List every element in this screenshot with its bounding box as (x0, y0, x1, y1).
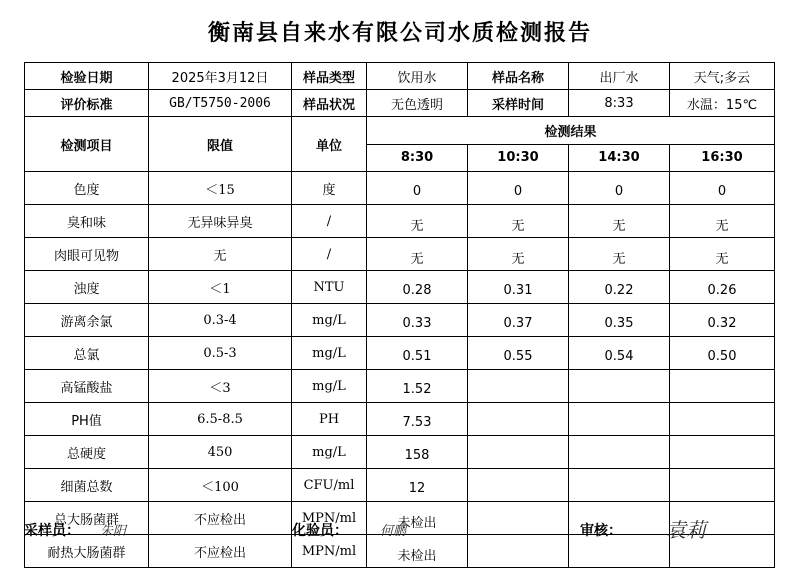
result-value: 0 (670, 172, 775, 205)
water-temp: 水温：15℃ (670, 90, 775, 117)
item-limit: ＜3 (149, 370, 292, 403)
result-value: 未检出 (367, 535, 468, 568)
result-value: 无 (670, 238, 775, 271)
table-row (25, 271, 775, 304)
date-value: 2025年3月12日 (149, 63, 292, 90)
result-value: 0.26 (670, 271, 775, 304)
sample-type-label: 样品类型 (292, 63, 367, 90)
item-unit: mg/L (292, 370, 367, 403)
sampler-signature: 朱阳 (100, 524, 127, 539)
item-name: 总大肠菌群 (25, 502, 149, 535)
item-unit: MPN/ml (292, 502, 367, 535)
item-limit: 450 (149, 436, 292, 469)
table-row (25, 370, 775, 403)
item-name: 肉眼可见物 (25, 238, 149, 271)
result-value (468, 469, 569, 502)
result-value: 无 (468, 238, 569, 271)
item-unit: / (292, 238, 367, 271)
result-value: 无 (670, 205, 775, 238)
report-table (24, 62, 775, 568)
result-value: 无 (468, 205, 569, 238)
result-value (569, 370, 670, 403)
table-row (25, 205, 775, 238)
result-value: 1.52 (367, 370, 468, 403)
table-row (25, 535, 775, 568)
result-value: 0.28 (367, 271, 468, 304)
reviewer-signature: 袁莉 (666, 518, 706, 542)
item-limit: 无 (149, 238, 292, 271)
item-unit: PH (292, 403, 367, 436)
result-value: 0.37 (468, 304, 569, 337)
result-value: 无 (569, 238, 670, 271)
item-limit: ＜100 (149, 469, 292, 502)
date-label: 检验日期 (25, 63, 149, 90)
table-row (25, 403, 775, 436)
result-value (468, 535, 569, 568)
item-limit: 不应检出 (149, 535, 292, 568)
item-unit: MPN/ml (292, 535, 367, 568)
item-limit: 无异味异臭 (149, 205, 292, 238)
result-value (670, 370, 775, 403)
result-value: 未检出 (367, 502, 468, 535)
result-value (468, 370, 569, 403)
item-name: 浊度 (25, 271, 149, 304)
table-row (25, 436, 775, 469)
result-value (468, 502, 569, 535)
table-row (25, 172, 775, 205)
standard-value: GB/T5750-2006 (149, 90, 292, 117)
result-value: 无 (367, 238, 468, 271)
result-value: 158 (367, 436, 468, 469)
result-value: 0.33 (367, 304, 468, 337)
result-value: 0.51 (367, 337, 468, 370)
table-row (25, 304, 775, 337)
tester-signature: 何鹏 (380, 524, 407, 539)
result-value (569, 436, 670, 469)
result-value: 7.53 (367, 403, 468, 436)
header-results: 检测结果 (367, 117, 775, 145)
item-name: 细菌总数 (25, 469, 149, 502)
header-unit: 单位 (292, 117, 367, 172)
result-value: 0.32 (670, 304, 775, 337)
item-unit: / (292, 205, 367, 238)
item-name: 高锰酸盐 (25, 370, 149, 403)
item-limit: ＜1 (149, 271, 292, 304)
result-value (468, 436, 569, 469)
result-value: 12 (367, 469, 468, 502)
item-name: 臭和味 (25, 205, 149, 238)
result-value: 0.31 (468, 271, 569, 304)
result-value (670, 436, 775, 469)
header-time: 8:30 (367, 144, 468, 172)
standard-label: 评价标准 (25, 90, 149, 117)
header-row-1 (25, 117, 775, 145)
result-value: 0 (468, 172, 569, 205)
table-row (25, 238, 775, 271)
item-limit: 0.3-4 (149, 304, 292, 337)
item-unit: mg/L (292, 304, 367, 337)
item-name: 色度 (25, 172, 149, 205)
sampling-time-label: 采样时间 (468, 90, 569, 117)
sampler-label: 采样员： (24, 523, 80, 539)
sampling-time-value: 8:33 (569, 90, 670, 117)
result-value: 0.22 (569, 271, 670, 304)
result-value: 0.35 (569, 304, 670, 337)
weather: 天气;多云 (670, 63, 775, 90)
sample-state-value: 无色透明 (367, 90, 468, 117)
result-value (670, 469, 775, 502)
result-value (468, 403, 569, 436)
result-value: 无 (569, 205, 670, 238)
item-unit: mg/L (292, 337, 367, 370)
item-name: 耐热大肠菌群 (25, 535, 149, 568)
header-time: 10:30 (468, 144, 569, 172)
header-limit: 限值 (149, 117, 292, 172)
item-name: PH值 (25, 403, 149, 436)
sample-type-value: 饮用水 (367, 63, 468, 90)
item-unit: mg/L (292, 436, 367, 469)
result-value: 0 (367, 172, 468, 205)
item-name: 总氯 (25, 337, 149, 370)
sample-name-value: 出厂水 (569, 63, 670, 90)
sample-name-label: 样品名称 (468, 63, 569, 90)
result-value (670, 403, 775, 436)
result-value: 0 (569, 172, 670, 205)
result-value: 0.54 (569, 337, 670, 370)
item-limit: 6.5-8.5 (149, 403, 292, 436)
item-name: 总硬度 (25, 436, 149, 469)
result-value: 无 (367, 205, 468, 238)
table-row (25, 337, 775, 370)
table-row (25, 469, 775, 502)
item-unit: NTU (292, 271, 367, 304)
item-name: 游离余氯 (25, 304, 149, 337)
tester-label: 化验员： (292, 523, 348, 539)
result-value: 0.55 (468, 337, 569, 370)
sample-state-label: 样品状况 (292, 90, 367, 117)
result-value (569, 469, 670, 502)
header-item: 检测项目 (25, 117, 149, 172)
header-time: 16:30 (670, 144, 775, 172)
info-row-2 (25, 90, 775, 117)
result-value: 0.50 (670, 337, 775, 370)
item-limit: ＜15 (149, 172, 292, 205)
reviewer-label: 审核： (580, 523, 622, 539)
item-limit: 不应检出 (149, 502, 292, 535)
item-unit: CFU/ml (292, 469, 367, 502)
header-time: 14:30 (569, 144, 670, 172)
item-unit: 度 (292, 172, 367, 205)
result-value (569, 403, 670, 436)
report-title: 衡南县自来水有限公司水质检测报告 (207, 21, 592, 46)
item-limit: 0.5-3 (149, 337, 292, 370)
info-row-1 (25, 63, 775, 90)
